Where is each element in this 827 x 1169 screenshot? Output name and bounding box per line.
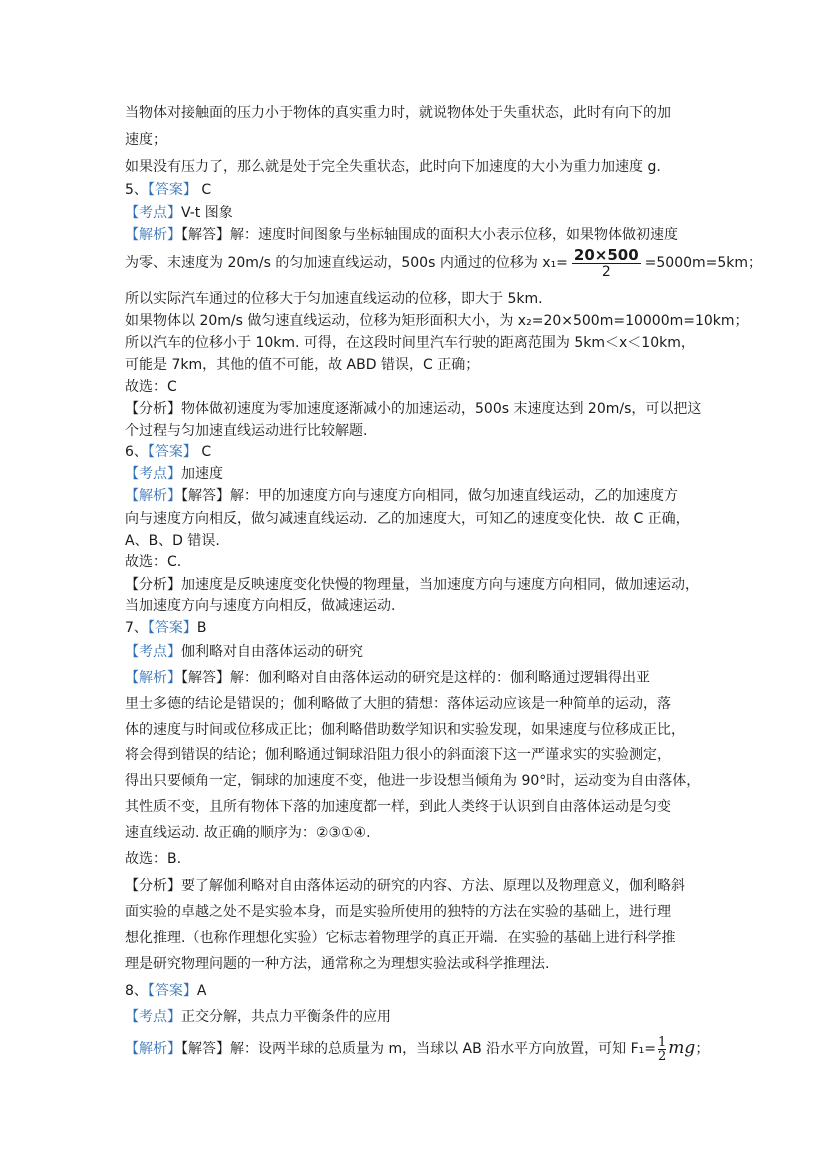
jiexi-tag: 【解析】 bbox=[125, 227, 181, 243]
question-number: 6、 bbox=[125, 444, 148, 460]
answer-value: C bbox=[196, 444, 212, 460]
text-line: 如果没有压力了，那么就是处于完全失重状态，此时向下加速度的大小为重力加速度 g. bbox=[125, 159, 661, 175]
answer-tag: 【答案】 bbox=[147, 983, 197, 999]
q7-answer-line bbox=[125, 619, 207, 637]
q5-kaodian-line bbox=[125, 204, 233, 222]
text-line: 面实验的卓越之处不是实验本身，而是实验所使用的独特的方法在实验的基础上，进行理 bbox=[125, 904, 671, 920]
text-line: 将会得到错误的结论；伽利略通过铜球沿阻力很小的斜面滚下这一严谨求实的实验测定， bbox=[125, 747, 671, 763]
kaodian-text: 伽利略对自由落体运动的研究 bbox=[181, 644, 363, 660]
text-line: 【分析】物体做初速度为零加速度逐渐减小的加速运动，500s 末速度达到 20m/s，可以把这 bbox=[125, 401, 702, 417]
kaodian-tag: 【考点】 bbox=[125, 1009, 181, 1025]
text-line: 所以实际汽车通过的位移大于匀加速直线运动的位移，即大于 5km. bbox=[125, 291, 543, 307]
kaodian-tag: 【考点】 bbox=[125, 466, 181, 482]
jiexi-tag: 【解析】 bbox=[125, 1041, 181, 1057]
answer-tag: 【答案】 bbox=[147, 182, 197, 198]
answer-value: B bbox=[196, 620, 207, 636]
q8-analysis-line bbox=[125, 1030, 709, 1067]
q6-answer-line bbox=[125, 443, 211, 461]
kaodian-text: V-t 图象 bbox=[181, 205, 233, 221]
text-line: 其性质不变，且所有物体下落的加速度都一样，到此人类终于认识到自由落体运动是匀变 bbox=[125, 799, 671, 815]
q6-kaodian-line bbox=[125, 465, 223, 483]
kaodian-tag: 【考点】 bbox=[125, 205, 181, 221]
question-number: 5、 bbox=[125, 182, 148, 198]
text-line: 速直线运动. 故正确的顺序为：②③①④. bbox=[125, 825, 371, 841]
text-line: 可能是 7km，其他的值不可能，故 ABD 错误，C 正确； bbox=[125, 357, 480, 373]
analysis-text: 【解答】解：设两半球的总质量为 m，当球以 AB 沿水平方向放置，可知 F₁= bbox=[181, 1041, 657, 1057]
kaodian-text: 加速度 bbox=[181, 466, 223, 482]
text-line: 故选：B. bbox=[125, 851, 182, 867]
question-number: 7、 bbox=[125, 620, 148, 636]
q8-kaodian-line bbox=[125, 1008, 391, 1026]
question-number: 8、 bbox=[125, 983, 148, 999]
jiexi-tag: 【解析】 bbox=[125, 488, 181, 504]
fraction-numerator: 1 bbox=[658, 1034, 667, 1050]
text-line: 向与速度方向相反，做匀减速直线运动．乙的加速度大，可知乙的速度变化快．故 C 正确， bbox=[125, 511, 690, 527]
answer-tag: 【答案】 bbox=[147, 444, 197, 460]
text-line: 理是研究物理问题的一种方法，通常称之为理想实验法或科学推理法. bbox=[125, 956, 550, 972]
text-line: 当加速度方向与速度方向相反，做减速运动. bbox=[125, 598, 396, 614]
fraction-denominator: 2 bbox=[658, 1048, 667, 1064]
math-expression: mg bbox=[668, 1038, 696, 1058]
text-line: 故选：C bbox=[125, 379, 177, 395]
answer-tag: 【答案】 bbox=[147, 620, 197, 636]
fraction-numerator: 20×500 bbox=[573, 245, 639, 264]
jiexi-tag: 【解析】 bbox=[125, 670, 181, 686]
text-line: 【分析】要了解伽利略对自由落体运动的研究的内容、方法、原理以及物理意义，伽利略斜 bbox=[125, 878, 685, 894]
analysis-text: 【解答】解：速度时间图象与坐标轴围成的面积大小表示位移，如果物体做初速度 bbox=[181, 227, 678, 243]
text-line: 得出只要倾角一定，铜球的加速度不变，他进一步设想当倾角为 90°时，运动变为自由落体， bbox=[125, 773, 701, 789]
kaodian-tag: 【考点】 bbox=[125, 644, 181, 660]
q8-answer-line bbox=[125, 982, 207, 1000]
fraction bbox=[572, 247, 641, 280]
analysis-text: 为零、末速度为 20m/s 的匀加速直线运动，500s 内通过的位移为 x₁= bbox=[125, 255, 568, 271]
text-line-with-fraction bbox=[125, 244, 762, 282]
q7-analysis-line bbox=[125, 669, 650, 687]
analysis-text: =5000m=5km； bbox=[644, 255, 763, 271]
answer-value: A bbox=[196, 983, 207, 999]
q6-analysis-line bbox=[125, 487, 678, 505]
analysis-text: 【解答】解：伽利略对自由落体运动的研究是这样的：伽利略通过逻辑得出亚 bbox=[181, 670, 650, 686]
q7-kaodian-line bbox=[125, 643, 363, 661]
text-line: 如果物体以 20m/s 做匀速直线运动，位移为矩形面积大小，为 x₂=20×500m=10000m=10km； bbox=[125, 313, 749, 329]
text-line: 里士多德的结论是错误的；伽利略做了大胆的猜想：落体运动应该是一种简单的运动，落 bbox=[125, 696, 671, 712]
text-line: A、B、D 错误. bbox=[125, 533, 220, 549]
fraction bbox=[658, 1036, 666, 1063]
text-line: 【分析】加速度是反映速度变化快慢的物理量，当加速度方向与速度方向相同，做加速运动， bbox=[125, 577, 699, 593]
analysis-text: 【解答】解：甲的加速度方向与速度方向相同，做匀加速直线运动，乙的加速度方 bbox=[181, 488, 678, 504]
q5-analysis-line bbox=[125, 226, 678, 244]
text-line: 当物体对接触面的压力小于物体的真实重力时，就说物体处于失重状态，此时有向下的加 bbox=[125, 105, 671, 121]
q5-answer-line bbox=[125, 181, 211, 199]
answer-value: C bbox=[196, 182, 212, 198]
analysis-text: ； bbox=[695, 1041, 710, 1057]
text-line: 想化推理.（也称作理想化实验）它标志着物理学的真正开端．在实验的基础上进行科学推 bbox=[125, 930, 676, 946]
text-line: 体的速度与时间或位移成正比；伽利略借助数学知识和实验发现，如果速度与位移成正比， bbox=[125, 722, 685, 738]
fraction-denominator: 2 bbox=[601, 263, 611, 280]
text-line: 个过程与匀加速直线运动进行比较解题. bbox=[125, 423, 368, 439]
kaodian-text: 正交分解，共点力平衡条件的应用 bbox=[181, 1009, 391, 1025]
text-line: 速度； bbox=[125, 132, 167, 148]
text-line: 故选：C. bbox=[125, 554, 182, 570]
text-line: 所以汽车的位移小于 10km. 可得，在这段时间里汽车行驶的距离范围为 5km＜x＜10km， bbox=[125, 335, 695, 351]
